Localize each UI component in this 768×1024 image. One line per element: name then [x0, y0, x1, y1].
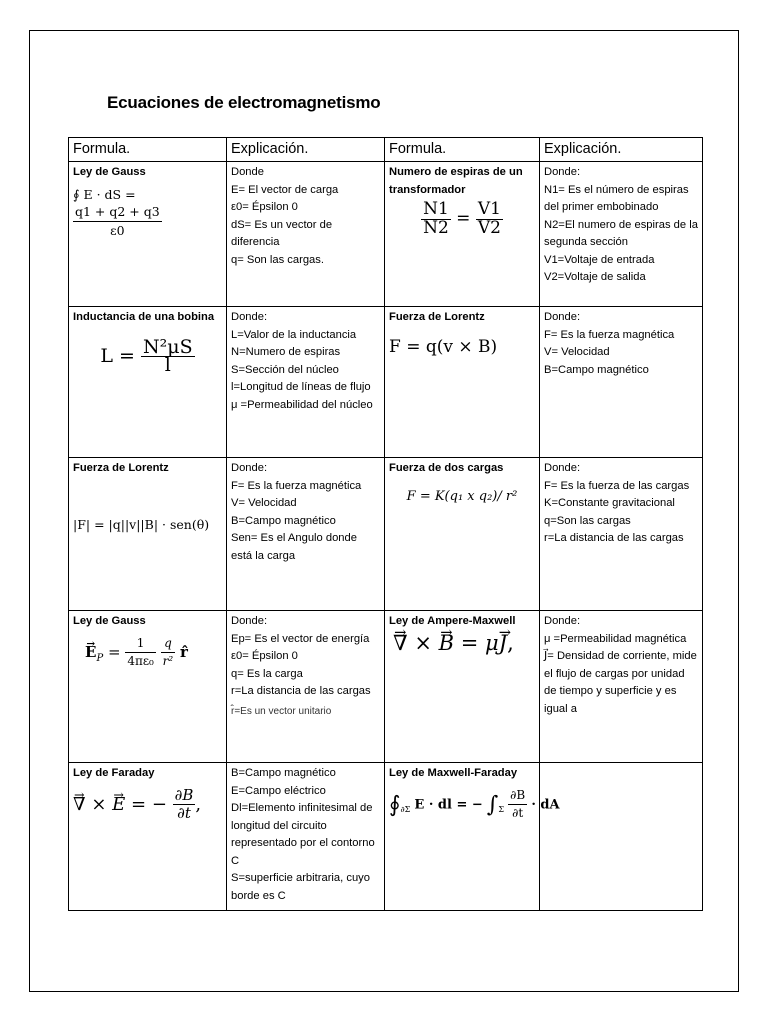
- formula-cell: [69, 307, 227, 458]
- formula-cell: [385, 307, 540, 458]
- document-title: Ecuaciones de electromagnetismo: [107, 93, 381, 112]
- maxwell-faraday-formula: $∮_{\partial\Sigma}$ E · dl = − $\int_\Sigma$ $\frac{\partial B}{\partial t}$ · dA: [389, 787, 560, 820]
- formula-name: Fuerza de Lorentz: [73, 462, 169, 474]
- explanation-cell: Donde E= El vector de carga ε0= Épsilon 0 dS= Es un vector de diferencia q= Son las cargas.: [227, 162, 385, 307]
- faraday-formula: → ∇ × → E = − $\frac{\partial B}{\partial t}$ ,: [73, 787, 222, 823]
- header-explanation-1: Explicación.: [227, 138, 385, 162]
- formula-name: Ley de Gauss: [73, 615, 146, 627]
- gauss-formula: ∮ E · dS = $\frac{q1 + q2 + q3}{\varepsilon 0}$: [73, 186, 160, 238]
- formula-name: Ley de Ampere-Maxwell: [389, 615, 516, 627]
- explanation-cell: B=Campo magnético E=Campo eléctrico Dl=Elemento infinitesimal de longitud del circuito representado por el contorno C S=superficie arbitraria, cuyo borde es C: [227, 763, 385, 911]
- explanation-cell-empty: [540, 763, 703, 911]
- equations-table: [68, 137, 703, 911]
- explanation-cell: Donde: L=Valor de la inductancia N=Numero de espiras S=Sección del núcleo l=Longitud de líneas de flujo μ =Permeabilidad del núcleo: [227, 307, 385, 458]
- inductance-formula: L = $\frac{\text{N²μS}}{l}$: [100, 335, 193, 376]
- table-row: [69, 162, 703, 307]
- formula-cell: [385, 458, 540, 611]
- formula-name: Inductancia de una bobina: [73, 311, 215, 323]
- formula-cell: [69, 162, 227, 307]
- formula-name: Ley de Faraday: [73, 767, 155, 779]
- formula-name: Ley de Gauss: [73, 166, 146, 178]
- formula-name: Fuerza de dos cargas: [389, 462, 504, 474]
- formula-cell: [69, 458, 227, 611]
- explanation-cell: Donde: F= Es la fuerza magnética V= Velocidad B=Campo magnético: [540, 307, 703, 458]
- table-row: [69, 307, 703, 458]
- table-header-row: [69, 138, 703, 162]
- two-charges-formula: F = K(q₁ x q₂)/ r²: [406, 488, 518, 504]
- table-row: [69, 611, 703, 763]
- table-row: [69, 458, 703, 611]
- header-explanation-2: Explicación.: [540, 138, 703, 162]
- lorentz-magnitude-formula: |F| = |q||v||B| · sen(θ): [73, 516, 210, 532]
- formula-name: Numero de espiras de un transformador: [389, 166, 523, 196]
- formula-cell: [385, 162, 540, 307]
- formula-cell: [69, 611, 227, 763]
- formula-name: Ley de Maxwell-Faraday: [389, 767, 518, 779]
- gauss-vector-formula: → $E_P$ = $\frac{1}{\text{4πε₀}}$ $\frac{q}{\text{r²}}$ r̂: [73, 635, 222, 671]
- ampere-maxwell-formula: → ∇ × → B = μ→ J,: [389, 635, 535, 653]
- explanation-cell: Donde: F= Es la fuerza magnética V= Velocidad B=Campo magnético Sen= Es el Angulo donde está la carga: [227, 458, 385, 611]
- transformer-formula: $\frac{N1}{N2}$ = $\frac{V1}{V2}$: [423, 199, 501, 238]
- table-row: [69, 763, 703, 911]
- lorentz-vector-formula: F = q(v × B): [389, 336, 498, 357]
- explanation-cell: Donde: N1= Es el número de espiras del primer embobinado N2=El numero de espiras de la segunda sección V1=Voltaje de entrada V2=Voltaje de salida: [540, 162, 703, 307]
- explanation-cell: Donde: μ =Permeabilidad magnética J⃗= Densidad de corriente, mide el flujo de cargas por unidad de tiempo y superficie y es igual a: [540, 611, 703, 763]
- explanation-cell: Donde: F= Es la fuerza de las cargas K=Constante gravitacional q=Son las cargas r=La distancia de las cargas: [540, 458, 703, 611]
- formula-cell: [385, 611, 540, 763]
- header-formula-2: Formula.: [385, 138, 540, 162]
- formula-name: Fuerza de Lorentz: [389, 311, 485, 323]
- formula-cell: [385, 763, 560, 911]
- header-formula-1: Formula.: [69, 138, 227, 162]
- formula-cell: [69, 763, 227, 911]
- explanation-cell: Donde: Ep= Es el vector de energía ε0= Épsilon 0 q= Es la carga r=La distancia de las cargas r̂=Es un vector unitario: [227, 611, 385, 763]
